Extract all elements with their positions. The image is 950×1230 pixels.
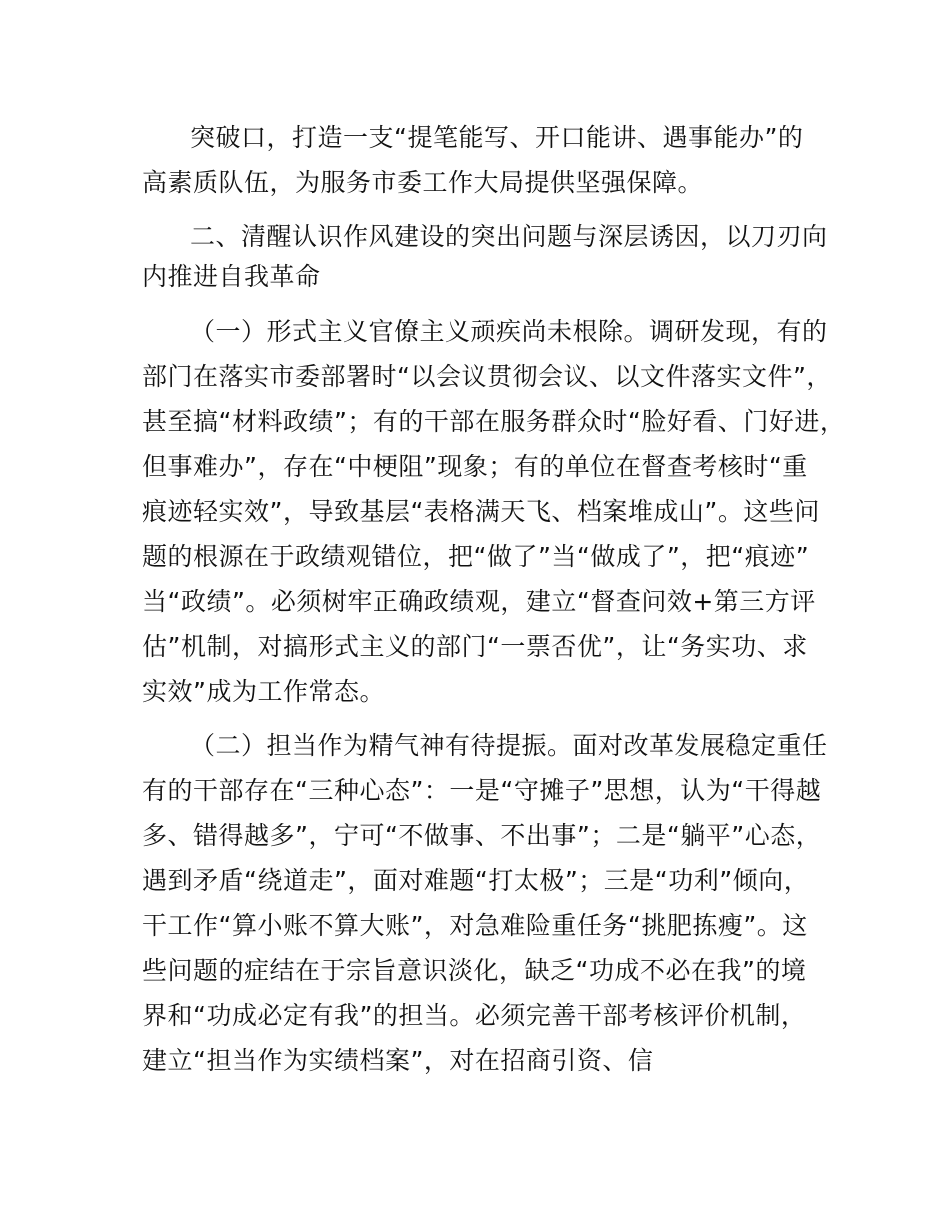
section-heading: 二、清醒认识作风建设的突出问题与深层诱因，以刀刃向 [190, 222, 828, 251]
subsection-first-line: （二）担当作为精气神有待提振。面对改革发展稳定重任 [190, 731, 828, 760]
text-line: 实效”成为工作常态。 [142, 677, 385, 706]
text-line: 突破口，打造一支“提笔能写、开口能讲、遇事能办”的 [190, 123, 804, 152]
text-line: 高素质队伍，为服务市委工作大局提供坚强保障。 [142, 168, 704, 197]
text-line: 当“政绩”。必须树牢正确政绩观，建立“督查问效+第三方评 [142, 587, 816, 616]
text-line: 些问题的症结在于宗旨意识淡化，缺乏“功成不必在我”的境 [142, 956, 807, 985]
text-line: 但事难办”，存在“中梗阻”现象；有的单位在督查考核时“重 [142, 452, 808, 481]
text-line: 遇到矛盾“绕道走”，面对难题“打太极”；三是“功利”倾向， [142, 866, 810, 895]
text-line: 题的根源在于政绩观错位，把“做了”当“做成了”，把“痕迹” [142, 542, 810, 571]
text-line: 部门在落实市委部署时“以会议贯彻会议、以文件落实文件”， [142, 362, 832, 391]
section-heading: 内推进自我革命 [142, 262, 321, 291]
text-line: 痕迹轻实效”，导致基层“表格满天飞、档案堆成山”。这些问 [142, 497, 820, 526]
text-line: 界和“功成必定有我”的担当。必须完善干部考核评价机制， [142, 1001, 807, 1030]
subsection-first-line: （一）形式主义官僚主义顽疾尚未根除。调研发现，有的 [190, 317, 828, 346]
text-line: 估”机制，对搞形式主义的部门“一票否优”，让“务实功、求 [142, 632, 808, 661]
text-line: 多、错得越多”，宁可“不做事、不出事”；二是“躺平”心态， [142, 821, 822, 850]
text-line: 干工作“算小账不算大账”，对急难险重任务“挑肥拣瘦”。这 [142, 911, 808, 940]
text-line: 有的干部存在“三种心态”：一是“守摊子”思想，认为“干得越 [142, 776, 822, 805]
text-line: 甚至搞“材料政绩”；有的干部在服务群众时“脸好看、门好进， [142, 407, 846, 436]
text-line: 建立“担当作为实绩档案”，对在招商引资、信 [142, 1046, 654, 1075]
